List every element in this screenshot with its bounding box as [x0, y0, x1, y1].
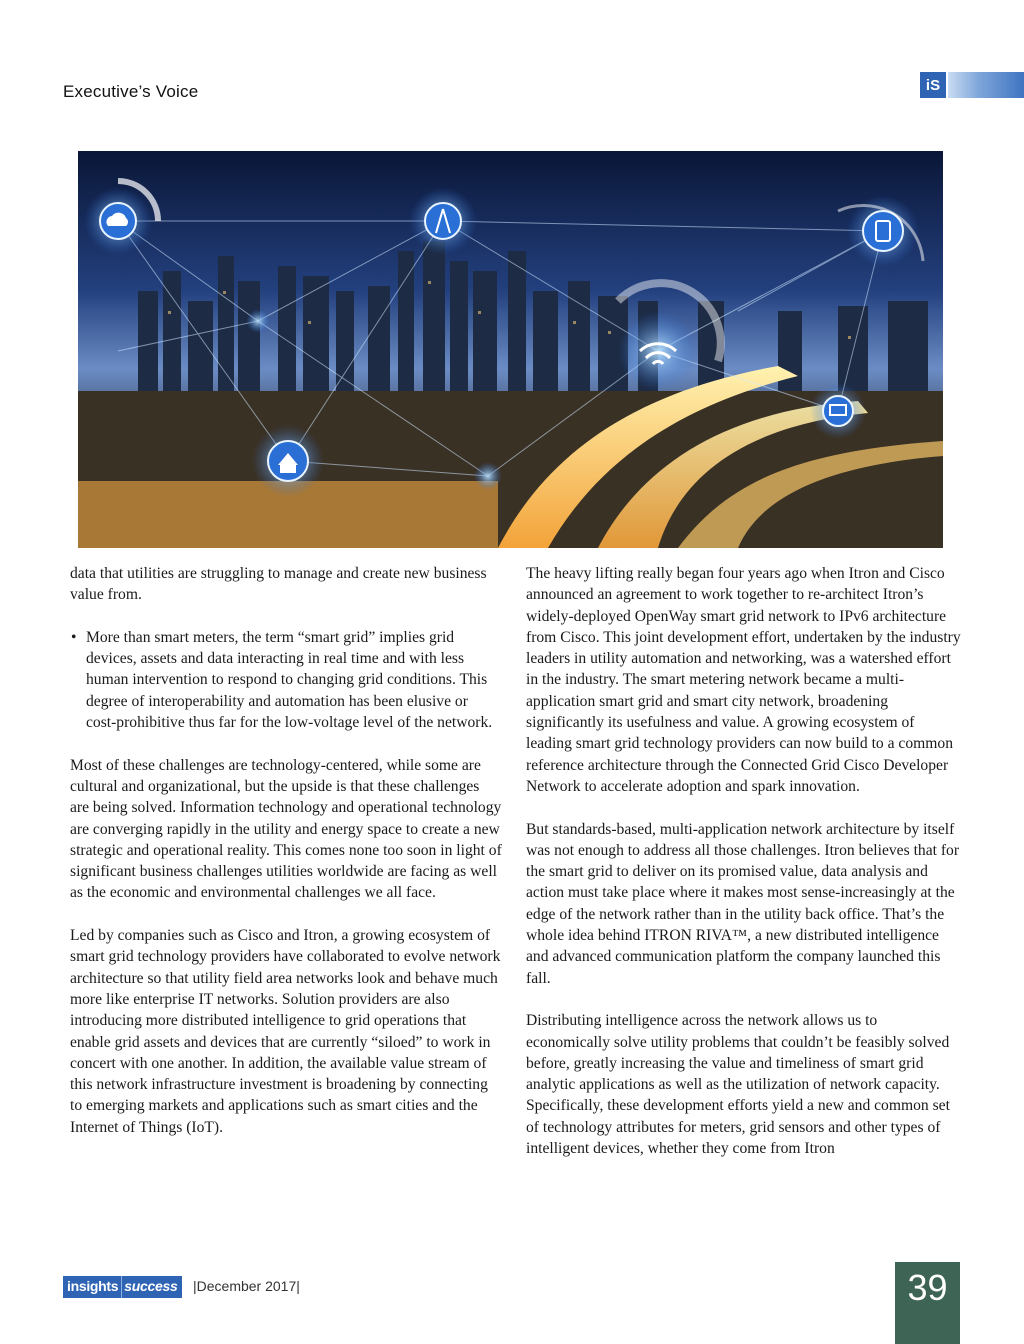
logo-part-insights: insights	[63, 1276, 121, 1298]
paragraph: data that utilities are struggling to manage and create new business value from.	[70, 565, 487, 604]
left-column	[70, 563, 502, 1159]
smart-city-network-image	[78, 151, 943, 548]
publication-logo	[63, 1276, 182, 1298]
paragraph: Most of these challenges are technology-centered, while some are cultural and organizational, but the upside is that these challenges are being solved. Information technology and operational technology are converging rapidly in the utility and energy space to create a new strategic and operational reality. This comes none too soon in light of significant business challenges utilities worldwide are facing as well as the economic and environmental challenges we all face.	[70, 756, 502, 902]
paragraph: The heavy lifting really began four years ago when Itron and Cisco announced an agreement to work together to re-architect Itron’s widely-deployed OpenWay smart grid network to IPv6 architecture from Cisco. This joint development effort, undertaken by the industry leaders in utility automation and networking, was a watershed effort in the industry. The smart metering network became a multi-application smart grid and smart city network, broadening significantly its usefulness and value. A growing ecosystem of leading smart grid technology providers can now build to a common reference architecture through the Connected Grid Cisco Developer Network to accelerate adoption and spark innovation.	[526, 565, 961, 795]
page-number: 39	[895, 1262, 960, 1344]
issue-date: |December 2017|	[193, 1278, 300, 1294]
bullet-symbol: •	[71, 628, 77, 646]
right-column	[526, 563, 961, 1181]
section-label: Executive’s Voice	[63, 82, 199, 101]
logo-part-success: success	[121, 1276, 182, 1298]
bullet-item	[70, 627, 502, 733]
paragraph: Led by companies such as Cisco and Itron, a growing ecosystem of smart grid technology providers have collaborated to evolve network architecture so that utility field area networks look and behave much more like enterprise IT networks. Solution providers are also introducing more distributed intelligence to grid operations that enable grid assets and devices that are currently “siloed” to work in concert with one another. In addition, the available value stream of this network infrastructure investment is broadening by connecting to emerging markets and applications such as smart cities and the Internet of Things (IoT).	[70, 927, 501, 1136]
paragraph: But standards-based, multi-application network architecture by itself was not enough to address all those challenges. Itron believes that for the smart grid to deliver on its promised value, data analysis and action must take place where it makes most sense-increasingly at the edge of the network rather than in the utility back office. That’s the whole idea behind ITRON RIVA™, a new distributed intelligence and advanced communication platform the company launched this fall.	[526, 820, 960, 987]
bullet-text: More than smart meters, the term “smart grid” implies grid devices, assets and data interacting in real time and with less human intervention to respond to changing grid conditions. This degree of interoperability and automation has been elusive or cost-prohibitive thus far for the low-voltage level of the network.	[86, 628, 493, 732]
paragraph: Distributing intelligence across the network allows us to economically solve utility problems that couldn’t be feasibly solved before, greatly increasing the value and timeliness of smart grid analytic applications as well as the utilization of network capacity. Specifically, these development efforts yield a new and common set of technology attributes for meters, grid sensors and other types of intelligent devices, whether they come from Itron	[526, 1012, 950, 1158]
header-accent-bar	[948, 72, 1024, 98]
brand-logo-icon: iS	[920, 72, 946, 98]
